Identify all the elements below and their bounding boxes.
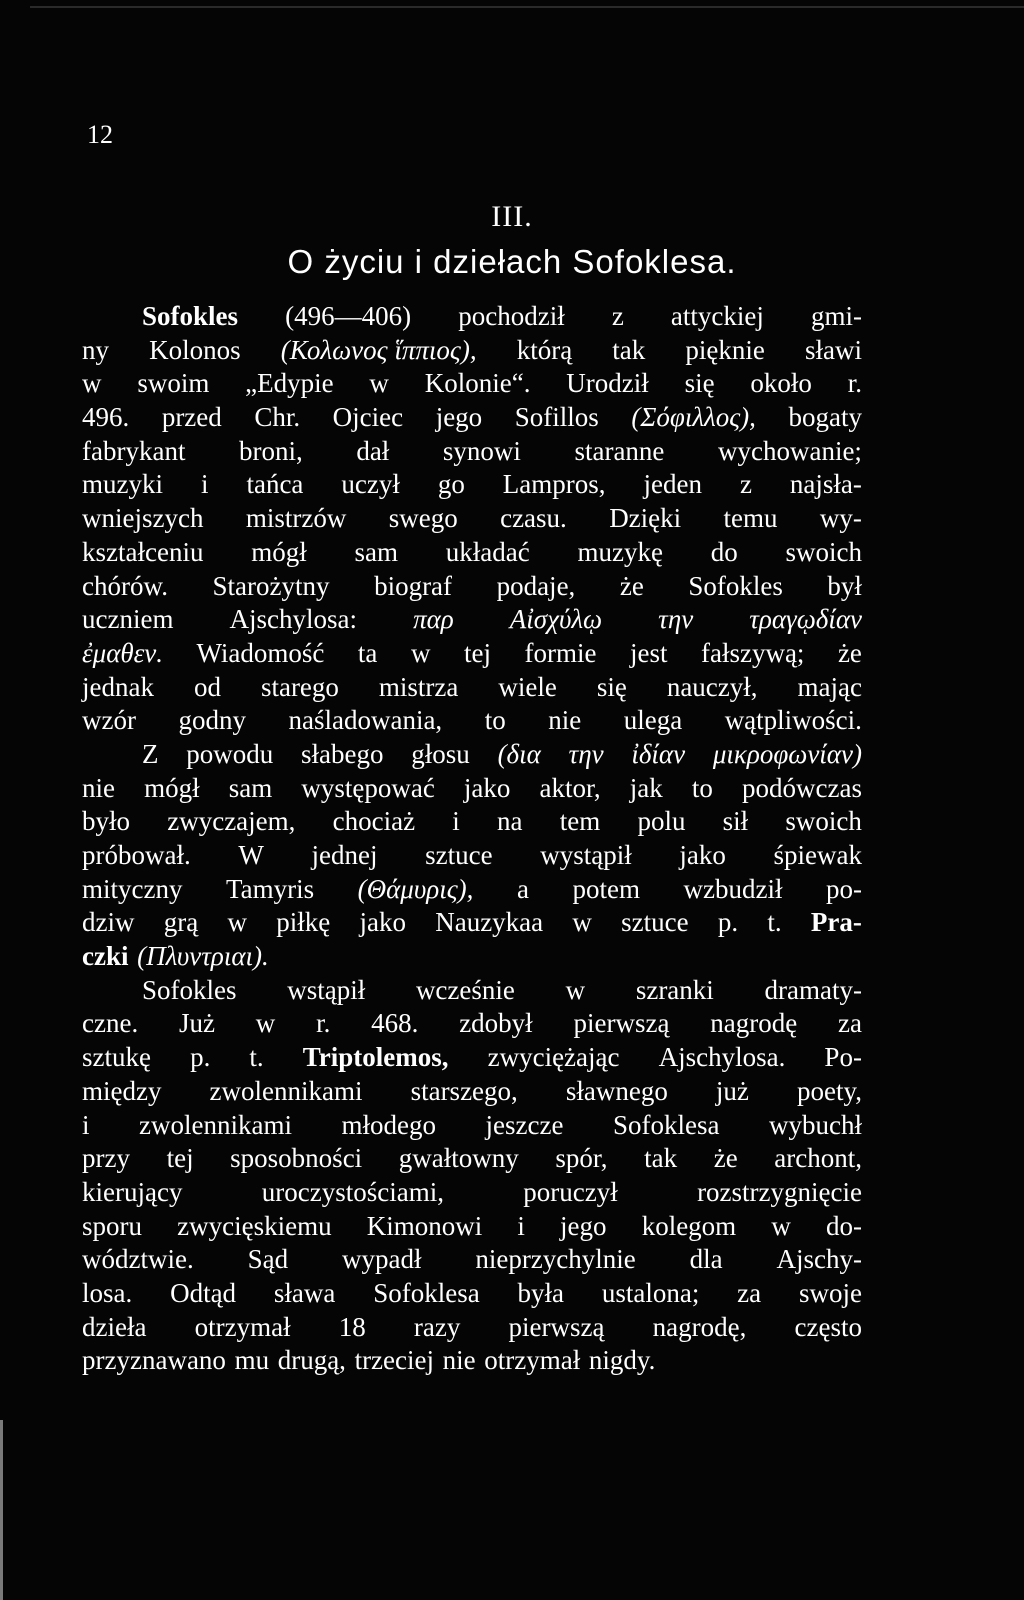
- word: otrzymał: [484, 1345, 581, 1376]
- word: się: [684, 368, 715, 399]
- word: jako: [463, 772, 511, 803]
- word: Urodził: [566, 368, 649, 399]
- word: ustalona;: [601, 1277, 700, 1308]
- word: przyznawano: [82, 1345, 226, 1376]
- text-line: [82, 367, 862, 401]
- word: την: [658, 604, 694, 635]
- word: t.: [249, 1042, 264, 1073]
- word: swoim: [137, 368, 210, 399]
- word: czne.: [82, 1008, 139, 1039]
- word: jest: [629, 637, 668, 668]
- word: Sofillos: [514, 402, 599, 433]
- word: zdobył: [459, 1008, 533, 1039]
- word: wychowanie;: [717, 435, 862, 466]
- word: staranne: [574, 435, 665, 466]
- word: wstąpił: [287, 974, 366, 1005]
- word: sam: [228, 772, 273, 803]
- word: synowi: [442, 435, 521, 466]
- text-line: [82, 1075, 862, 1109]
- word: w: [227, 907, 247, 938]
- word: na: [497, 806, 523, 837]
- word: to: [691, 772, 713, 803]
- word: zwolennikami: [209, 1075, 363, 1106]
- word: losa.: [82, 1277, 133, 1308]
- word: Kolonos: [149, 334, 241, 365]
- word: W: [238, 840, 264, 870]
- word: Sofokles: [142, 301, 239, 331]
- word: go: [437, 469, 465, 500]
- word: jeszcze: [485, 1109, 564, 1140]
- word: kształceniu: [82, 536, 204, 567]
- text-line: [82, 300, 862, 334]
- word: uczył: [341, 469, 400, 500]
- word: fabrykant: [82, 435, 186, 466]
- word: był: [827, 570, 862, 601]
- word: w: [410, 637, 431, 668]
- text-line: [82, 1277, 862, 1311]
- word: jednak: [82, 671, 154, 702]
- word: przy: [82, 1143, 130, 1174]
- word: gmi-: [811, 301, 862, 331]
- word: to: [484, 705, 506, 736]
- word: Ajschy-: [776, 1244, 862, 1275]
- word: ta: [357, 637, 378, 668]
- text-line: [82, 401, 862, 435]
- body-text: [82, 300, 862, 1378]
- word: wództwie.: [82, 1244, 194, 1275]
- word: słabego: [301, 738, 384, 769]
- word: dla: [689, 1244, 723, 1275]
- word: mistrzów: [245, 503, 347, 534]
- word: swego: [388, 503, 458, 534]
- word: (Θάμυρις),: [357, 873, 474, 904]
- text-line: [82, 1176, 862, 1210]
- text-line: [82, 570, 862, 604]
- page-number: 12: [87, 120, 113, 149]
- word: ἰδίαν: [631, 738, 686, 769]
- chapter-title: O życiu i dziełach Sofoklesa.: [287, 243, 737, 280]
- word: temu: [723, 503, 778, 534]
- word: pochodził: [458, 301, 565, 331]
- word: z: [611, 301, 624, 331]
- word: wy-: [819, 503, 862, 534]
- word: naśladowania,: [288, 705, 443, 736]
- word: starszego,: [410, 1075, 518, 1106]
- word: występować: [301, 772, 435, 803]
- word: Tamyris: [226, 873, 315, 904]
- word: archont,: [774, 1143, 862, 1174]
- word: przed: [161, 402, 222, 433]
- word: r.: [316, 1008, 331, 1039]
- word: i: [517, 1210, 525, 1241]
- text-line: [82, 502, 862, 536]
- word: wzbudził: [683, 873, 783, 904]
- word: dzieła: [82, 1311, 147, 1342]
- text-line: [82, 671, 862, 705]
- word: Kolonie“.: [424, 368, 531, 399]
- word: a: [516, 873, 529, 904]
- word: 18: [338, 1311, 366, 1342]
- word: piłkę: [276, 907, 331, 938]
- word: Ajschylosa:: [229, 604, 358, 635]
- word: starego: [260, 671, 339, 702]
- word: od: [193, 671, 221, 702]
- text-line: [82, 1210, 862, 1244]
- word: dramaty-: [764, 974, 862, 1005]
- word: wystąpił: [540, 840, 632, 870]
- word: którą: [516, 334, 573, 365]
- word: już: [715, 1075, 749, 1106]
- word: Chr.: [254, 402, 301, 433]
- word: sam: [354, 536, 398, 567]
- word: Po-: [824, 1042, 862, 1073]
- word: Ajschylosa.: [658, 1042, 786, 1073]
- word: παρ: [413, 604, 454, 635]
- word: zwyciężając: [487, 1042, 620, 1073]
- word: p.: [717, 907, 739, 938]
- word: za: [737, 1277, 762, 1308]
- text-line: [82, 839, 862, 873]
- word: mityczny: [82, 873, 183, 904]
- word: dał: [356, 435, 390, 466]
- word: 468.: [371, 1008, 419, 1039]
- word: sława: [273, 1277, 336, 1308]
- word: Odtąd: [170, 1277, 237, 1308]
- text-line: [82, 468, 862, 502]
- word: drugą,: [277, 1345, 346, 1376]
- word: tem: [559, 806, 601, 837]
- word: najsła-: [789, 469, 862, 500]
- word: uczniem: [82, 604, 174, 635]
- word: fałszywą;: [700, 637, 805, 668]
- word: nagrodę,: [652, 1311, 747, 1342]
- text-line: [82, 334, 862, 368]
- word: sporu: [82, 1210, 142, 1241]
- text-line: [82, 1142, 862, 1176]
- text-line: [82, 805, 862, 839]
- word: za: [838, 1008, 862, 1039]
- text-line: [82, 873, 862, 907]
- word: trzeciej: [354, 1345, 434, 1376]
- word: około: [750, 368, 812, 399]
- word: wybuchł: [768, 1109, 862, 1140]
- word: nie: [82, 772, 115, 803]
- word: kierujący: [82, 1176, 183, 1207]
- word: την: [568, 738, 604, 769]
- word: (δια: [497, 738, 541, 769]
- text-line: [82, 704, 862, 738]
- word: młodego: [341, 1109, 437, 1140]
- word: ἐμαθεν.: [82, 637, 163, 668]
- word: r.: [847, 368, 862, 399]
- word: sławi: [804, 334, 862, 365]
- margin-rule: [0, 1420, 3, 1600]
- word: i: [200, 469, 209, 500]
- word: (Κολωνος ἵππιος),: [280, 334, 477, 365]
- word: sławnego: [565, 1075, 668, 1106]
- word: Już: [179, 1008, 215, 1039]
- word: nie: [548, 705, 582, 736]
- text-line: [82, 974, 862, 1008]
- word: sztuce: [425, 840, 493, 870]
- word: (Πλυντριαι).: [137, 941, 269, 972]
- word: muzyki: [82, 469, 163, 500]
- word: jednej: [311, 840, 378, 870]
- word: pierwszą: [573, 1008, 670, 1039]
- word: do-: [825, 1210, 862, 1241]
- word: w: [771, 1210, 791, 1241]
- word: Dzięki: [609, 503, 682, 534]
- word: „Edypie: [245, 368, 334, 399]
- word: podaje,: [496, 570, 576, 601]
- word: w: [82, 368, 102, 399]
- word: jak: [629, 772, 663, 803]
- word: chórów.: [82, 570, 168, 601]
- word: w: [572, 907, 592, 938]
- word: mu: [234, 1345, 270, 1376]
- word: wniejszych: [82, 503, 204, 534]
- word: czki: [82, 941, 129, 972]
- word: śpiewak: [773, 840, 862, 870]
- word: Ojciec: [332, 402, 404, 433]
- word: chociaż: [332, 806, 416, 837]
- word: powodu: [186, 738, 274, 769]
- word: Triptolemos,: [302, 1042, 449, 1073]
- word: aktor,: [539, 772, 601, 803]
- text-line: [82, 536, 862, 570]
- chapter-number: III.: [491, 200, 533, 233]
- word: próbował.: [82, 840, 191, 870]
- text-line: [82, 637, 862, 671]
- word: sił: [722, 806, 749, 837]
- word: podówczas: [742, 772, 862, 803]
- word: biograf: [374, 570, 453, 601]
- word: dziw: [82, 907, 135, 938]
- text-line: [82, 906, 862, 940]
- word: otrzymał: [194, 1311, 291, 1342]
- word: Nauzykaa: [435, 907, 544, 938]
- word: gwałtowny: [398, 1143, 519, 1174]
- word: do: [710, 536, 738, 567]
- word: nauczył,: [666, 671, 758, 702]
- word: Pra-: [810, 907, 862, 938]
- word: τραγῳδίαν: [749, 604, 862, 635]
- word: wątpliwości.: [724, 705, 862, 736]
- word: w: [255, 1008, 276, 1039]
- word: i: [82, 1109, 90, 1140]
- word: kolegom: [641, 1210, 737, 1241]
- word: po-: [826, 873, 862, 904]
- word: układać: [445, 536, 530, 567]
- word: godny: [178, 705, 246, 736]
- word: sposobności: [230, 1143, 363, 1174]
- word: swoich: [785, 806, 862, 837]
- word: muzykę: [577, 536, 663, 567]
- word: mistrza: [378, 671, 459, 702]
- word: tak: [612, 334, 646, 365]
- word: mógł: [251, 536, 307, 567]
- word: się: [596, 671, 627, 702]
- word: pięknie: [685, 334, 765, 365]
- word: Sąd: [247, 1244, 289, 1275]
- word: Sofokles: [142, 974, 237, 1005]
- word: t.: [767, 907, 782, 938]
- word: Sofoklesa: [373, 1277, 480, 1308]
- text-line: [82, 738, 862, 772]
- word: poruczył: [523, 1176, 618, 1207]
- word: Kimonowi: [366, 1210, 483, 1241]
- word: z: [739, 469, 752, 500]
- word: między: [82, 1075, 162, 1106]
- word: zwolennikami: [139, 1109, 292, 1140]
- word: wypadł: [341, 1244, 422, 1275]
- word: często: [794, 1311, 862, 1342]
- word: jego: [560, 1210, 607, 1241]
- word: zwyczajem,: [167, 806, 296, 837]
- word: polu: [637, 806, 686, 837]
- word: Starożytny: [212, 570, 330, 601]
- text-line: [82, 435, 862, 469]
- word: Sofokles: [688, 570, 783, 601]
- text-line: [82, 940, 862, 974]
- word: Z: [142, 738, 159, 769]
- word: tej: [166, 1143, 194, 1174]
- text-line: [82, 1344, 862, 1378]
- word: Αἰσχύλῳ: [509, 604, 603, 635]
- word: mógł: [144, 772, 200, 803]
- word: p.: [190, 1042, 211, 1073]
- word: w: [565, 974, 586, 1005]
- word: bogaty: [788, 402, 862, 433]
- word: było: [82, 806, 131, 837]
- word: Lampros,: [502, 469, 606, 500]
- word: (Σόφιλλος),: [631, 402, 756, 433]
- word: ulega: [623, 705, 683, 736]
- word: była: [517, 1277, 565, 1308]
- word: tak: [644, 1143, 678, 1174]
- word: razy: [413, 1311, 461, 1342]
- text-line: [82, 1109, 862, 1143]
- text-line: [82, 603, 862, 637]
- word: ny: [82, 334, 109, 365]
- text-line: [82, 1311, 862, 1345]
- word: (496—406): [285, 301, 412, 331]
- word: nie: [442, 1345, 476, 1376]
- word: rozstrzygnięcie: [697, 1176, 862, 1207]
- text-line: [82, 1243, 862, 1277]
- word: w: [369, 368, 389, 399]
- word: potem: [572, 873, 640, 904]
- word: tańca: [246, 469, 304, 500]
- word: formie: [524, 637, 597, 668]
- text-line: [82, 1041, 862, 1075]
- word: głosu: [411, 738, 470, 769]
- word: wiele: [498, 671, 557, 702]
- word: sztuce: [621, 907, 689, 938]
- word: czasu.: [500, 503, 567, 534]
- word: broni,: [239, 435, 303, 466]
- word: nigdy.: [588, 1345, 656, 1376]
- word: pierwszą: [508, 1311, 605, 1342]
- word: wzór: [82, 705, 136, 736]
- word: że: [619, 570, 644, 601]
- word: attyckiej: [670, 301, 764, 331]
- word: swoich: [785, 536, 862, 567]
- word: swoje: [798, 1277, 862, 1308]
- word: jego: [435, 402, 483, 433]
- word: 496.: [82, 402, 130, 433]
- word: uroczystościami,: [261, 1176, 444, 1207]
- word: nieprzychylnie: [475, 1244, 636, 1275]
- word: grą: [163, 907, 199, 938]
- word: mając: [797, 671, 862, 702]
- word: μικροφωνίαν): [712, 738, 862, 769]
- word: wcześnie: [415, 974, 515, 1005]
- text-line: [82, 772, 862, 806]
- text-line: [82, 1007, 862, 1041]
- word: jako: [359, 907, 406, 938]
- word: nagrodę: [710, 1008, 798, 1039]
- word: poety,: [796, 1075, 862, 1106]
- word: że: [713, 1143, 738, 1174]
- word: sztukę: [82, 1042, 151, 1073]
- top-edge-rule: [30, 6, 1024, 8]
- word: tej: [463, 637, 491, 668]
- word: zwycięskiemu: [177, 1210, 332, 1241]
- word: Wiadomość: [196, 637, 325, 668]
- word: Sofoklesa: [612, 1109, 720, 1140]
- word: jeden: [643, 469, 702, 500]
- word: spór,: [555, 1143, 608, 1174]
- word: szranki: [635, 974, 714, 1005]
- word: że: [837, 637, 862, 668]
- word: i: [452, 806, 460, 837]
- word: jako: [679, 840, 726, 870]
